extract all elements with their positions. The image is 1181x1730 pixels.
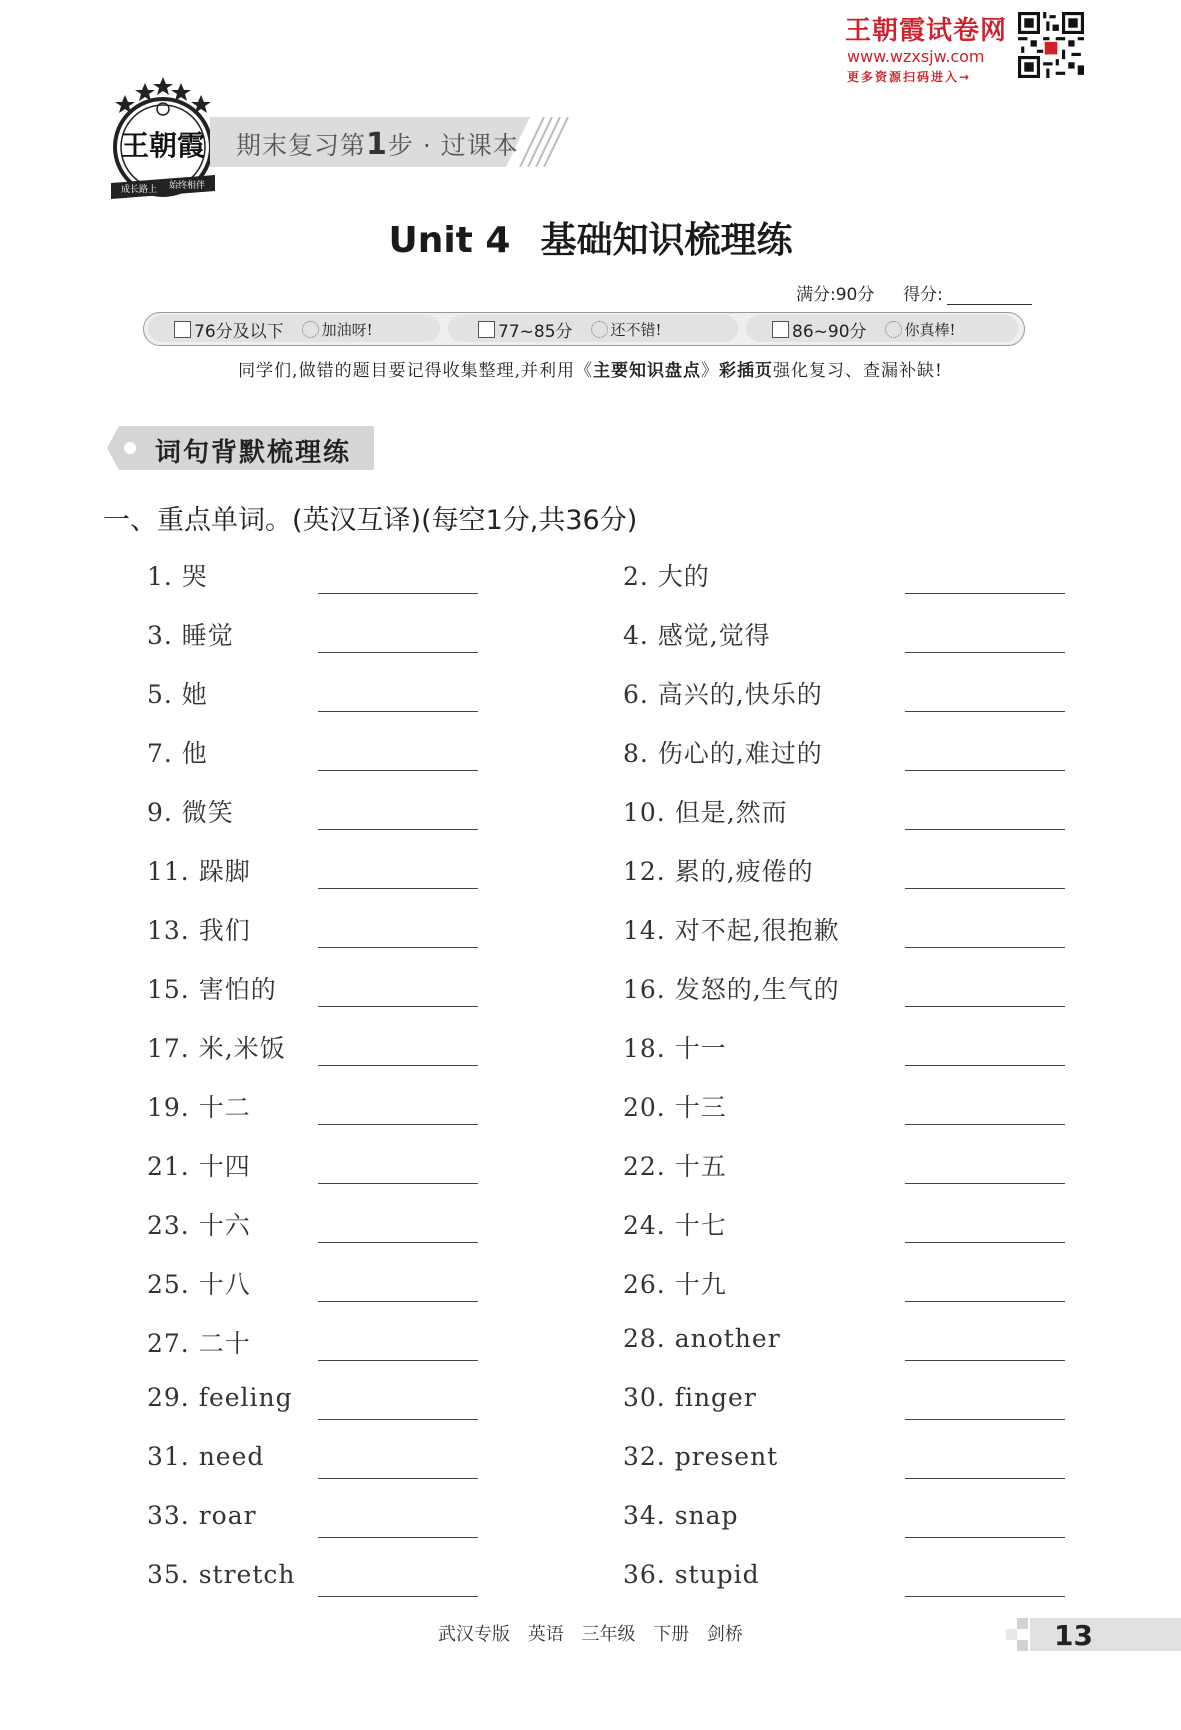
answer-blank[interactable]	[318, 1006, 478, 1007]
word-item: 27. 二十	[147, 1329, 251, 1358]
page-title: Unit 4 基础知识梳理练	[388, 220, 793, 261]
word-item: 28. another	[623, 1324, 781, 1353]
svg-text:始终相伴: 始终相伴	[168, 181, 206, 191]
answer-blank[interactable]	[318, 829, 478, 830]
rating-option-3[interactable]: 86~90分 你真棒!	[772, 318, 956, 340]
word-item: 12. 累的,疲倦的	[623, 857, 814, 886]
answer-blank[interactable]	[318, 593, 478, 594]
page-number: 13	[1054, 1619, 1093, 1652]
word-item: 8. 伤心的,难过的	[623, 739, 823, 768]
word-item: 9. 微笑	[147, 798, 234, 827]
word-item: 20. 十三	[623, 1093, 727, 1122]
checkbox-icon[interactable]	[478, 321, 495, 338]
answer-blank[interactable]	[905, 1360, 1065, 1361]
word-item: 22. 十五	[623, 1152, 727, 1181]
rating-bar	[143, 312, 1025, 346]
smile-face-icon	[885, 321, 902, 338]
answer-blank[interactable]	[905, 1537, 1065, 1538]
answer-blank[interactable]	[905, 1124, 1065, 1125]
answer-blank[interactable]	[905, 1065, 1065, 1066]
answer-blank[interactable]	[318, 652, 478, 653]
answer-blank[interactable]	[318, 711, 478, 712]
checkbox-icon[interactable]	[772, 321, 789, 338]
word-item: 11. 跺脚	[147, 857, 251, 886]
word-item: 13. 我们	[147, 916, 251, 945]
word-item: 16. 发怒的,生气的	[623, 975, 840, 1004]
answer-blank[interactable]	[318, 888, 478, 889]
page-number-box	[1030, 1618, 1181, 1651]
answer-blank[interactable]	[905, 770, 1065, 771]
answer-blank[interactable]	[905, 1301, 1065, 1302]
svg-text:成长路上: 成长路上	[120, 185, 158, 195]
score-label: 得分:	[903, 285, 943, 305]
word-item: 21. 十四	[147, 1152, 251, 1181]
word-item: 31. need	[147, 1442, 265, 1471]
answer-blank[interactable]	[318, 947, 478, 948]
answer-blank[interactable]	[905, 1419, 1065, 1420]
bullet-icon	[124, 442, 136, 454]
answer-blank[interactable]	[905, 1596, 1065, 1597]
rating-option-2[interactable]: 77~85分 还不错!	[478, 318, 662, 340]
smile-face-icon	[302, 321, 319, 338]
word-item: 19. 十二	[147, 1093, 251, 1122]
answer-blank[interactable]	[318, 1596, 478, 1597]
answer-blank[interactable]	[905, 593, 1065, 594]
answer-blank[interactable]	[318, 1537, 478, 1538]
word-item: 1. 哭	[147, 562, 208, 591]
word-item: 4. 感觉,觉得	[623, 621, 771, 650]
word-item: 24. 十七	[623, 1211, 727, 1240]
checkbox-icon[interactable]	[174, 321, 191, 338]
answer-blank[interactable]	[318, 1242, 478, 1243]
word-item: 15. 害怕的	[147, 975, 277, 1004]
word-item: 33. roar	[147, 1501, 257, 1530]
header-title: 期末复习第1步 · 过课本	[236, 127, 519, 162]
answer-blank[interactable]	[905, 1242, 1065, 1243]
word-item: 3. 睡觉	[147, 621, 234, 650]
word-item: 17. 米,米饭	[147, 1034, 286, 1063]
word-item: 6. 高兴的,快乐的	[623, 680, 823, 709]
word-item: 34. snap	[623, 1501, 739, 1530]
word-item: 30. finger	[623, 1383, 757, 1412]
instruction-note: 同学们,做错的题目要记得收集整理,并利用《主要知识盘点》彩插页强化复习、查漏补缺!	[238, 361, 943, 381]
word-item: 18. 十一	[623, 1034, 727, 1063]
word-item: 35. stretch	[147, 1560, 296, 1589]
answer-blank[interactable]	[318, 1419, 478, 1420]
word-item: 32. present	[623, 1442, 779, 1471]
score-line	[796, 280, 1032, 305]
answer-blank[interactable]	[905, 947, 1065, 948]
answer-blank[interactable]	[318, 1183, 478, 1184]
question-heading: 一、重点单词。(英汉互译)(每空1分,共36分)	[103, 505, 638, 536]
footer-text: 武汉专版 英语 三年级 下册 剑桥	[438, 1624, 743, 1645]
word-item: 7. 他	[147, 739, 208, 768]
page-decoration	[1006, 1629, 1017, 1640]
answer-blank[interactable]	[905, 1478, 1065, 1479]
word-item: 5. 她	[147, 680, 208, 709]
answer-blank[interactable]	[318, 1360, 478, 1361]
answer-blank[interactable]	[318, 1478, 478, 1479]
answer-blank[interactable]	[905, 888, 1065, 889]
word-item: 10. 但是,然而	[623, 798, 788, 827]
answer-blank[interactable]	[905, 829, 1065, 830]
answer-blank[interactable]	[318, 1124, 478, 1125]
brand-url[interactable]: www.wzxsjw.com	[847, 47, 985, 66]
answer-blank[interactable]	[905, 1183, 1065, 1184]
brand-tip: 更多资源扫码进入→	[847, 70, 972, 84]
qr-code-icon[interactable]	[1018, 12, 1084, 78]
word-item: 26. 十九	[623, 1270, 727, 1299]
wangzhaoxia-logo	[103, 75, 223, 205]
answer-blank[interactable]	[318, 1065, 478, 1066]
section-title: 词句背默梳理练	[155, 438, 352, 468]
svg-text:王朝霞: 王朝霞	[120, 129, 206, 162]
word-item: 23. 十六	[147, 1211, 251, 1240]
answer-blank[interactable]	[905, 652, 1065, 653]
word-item: 29. feeling	[147, 1383, 293, 1412]
brand-name: 王朝霞试卷网	[845, 16, 1008, 46]
answer-blank[interactable]	[905, 1006, 1065, 1007]
answer-blank[interactable]	[318, 1301, 478, 1302]
word-item: 36. stupid	[623, 1560, 760, 1589]
word-item: 25. 十八	[147, 1270, 251, 1299]
score-blank[interactable]	[947, 304, 1032, 305]
rating-option-1[interactable]: 76分及以下 加油呀!	[174, 318, 373, 340]
full-score: 满分:90分	[796, 285, 875, 305]
smile-face-icon	[591, 321, 608, 338]
answer-blank[interactable]	[905, 711, 1065, 712]
word-item: 14. 对不起,很抱歉	[623, 916, 840, 945]
page-decoration	[1017, 1618, 1028, 1629]
answer-blank[interactable]	[318, 770, 478, 771]
page-decoration	[1017, 1640, 1028, 1651]
word-item: 2. 大的	[623, 562, 710, 591]
